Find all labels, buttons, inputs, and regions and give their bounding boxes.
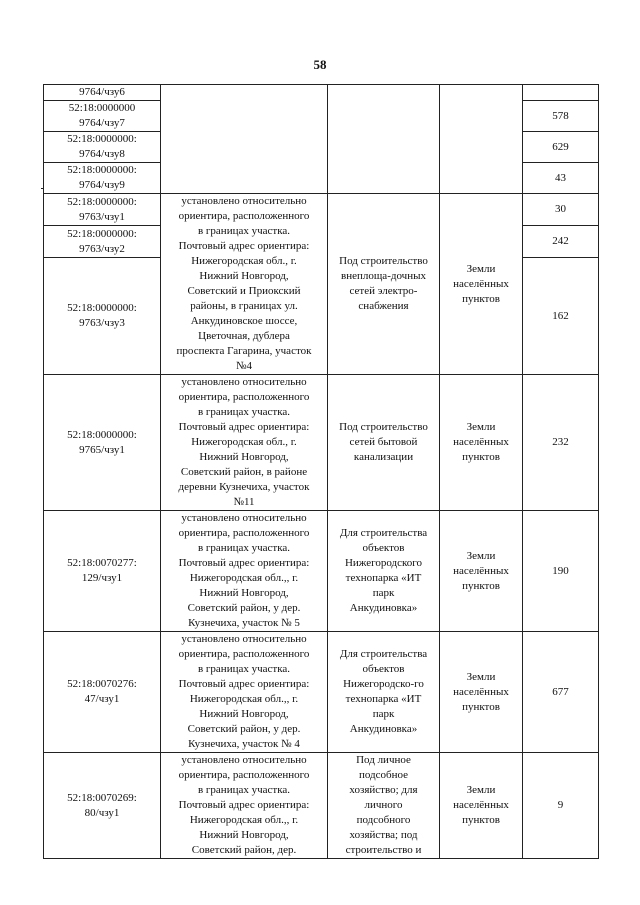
table-row [44,753,599,859]
table-row [44,632,599,753]
area-cell: 677 [523,632,599,753]
location-description: установлено относительно ориентира, расположенного в границах участка. Почтовый адрес ориентира: Нижегородская обл.,, г. Нижний Новгород, Советский район, дер. [161,753,328,859]
purpose-cell: Под строительство внеплоща-дочных сетей электро- снабжения [328,194,440,375]
category-cell [440,85,523,194]
area-cell: 232 [523,375,599,511]
land-category: Земли населённых пунктов [440,632,523,753]
page-number: 58 [313,57,327,72]
purpose-cell: Под личное подсобное хозяйство; для личного подсобного хозяйства; под строительство и [328,753,440,859]
table-row [44,511,599,632]
cadastral-number: 9764/чзу6 [44,85,161,101]
location-description: установлено относительно ориентира, расположенного в границах участка. Почтовый адрес ориентира: Нижегородская обл.,, г. Нижний Новгород, Советский район, у дер. Кузнечиха, участок № 4 [161,632,328,753]
land-category: Земли населённых пунктов [440,753,523,859]
cadastral-number: 52:18:0000000: 9765/чзу1 [44,375,161,511]
purpose-cell: Для строительства объектов Нижегородского технопарка «ИТ парк Анкудиновка» [328,511,440,632]
area-cell: 162 [523,258,599,375]
cadastral-number: 52:18:0000000 9764/чзу7 [44,101,161,132]
location-description: установлено относительно ориентира, расположенного в границах участка. Почтовый адрес ориентира: Нижегородская обл., г. Нижний Новгород, Советский и Приокский районы, в границах ул. Анкудиновское шоссе, Цветочная, дублера проспекта Гагарина, участок №4 [161,194,328,375]
cadastral-number: 52:18:0000000: 9763/чзу3 [44,258,161,375]
land-category: Земли населённых пунктов [440,511,523,632]
land-category: Земли населённых пунктов [440,194,523,375]
table-row [44,194,599,226]
cadastral-number: 52:18:0070269: 80/чзу1 [44,753,161,859]
location-description: установлено относительно ориентира, расположенного в границах участка. Почтовый адрес ориентира: Нижегородская обл.,, г. Нижний Новгород, Советский район, у дер. Кузнечиха, участок № 5 [161,511,328,632]
purpose-cell [328,85,440,194]
cadastral-number: 52:18:0000000: 9764/чзу9 [44,163,161,194]
area-cell: 43 [523,163,599,194]
cadastral-number: 52:18:0000000: 9763/чзу1 [44,194,161,226]
area-cell: 629 [523,132,599,163]
cadastral-number: 52:18:0070277: 129/чзу1 [44,511,161,632]
area-cell: 190 [523,511,599,632]
area-cell: 9 [523,753,599,859]
area-cell [523,85,599,101]
cadastral-number: 52:18:0000000: 9763/чзу2 [44,226,161,258]
cadastral-number: 52:18:0070276: 47/чзу1 [44,632,161,753]
table-row [44,375,599,511]
location-cell [161,85,328,194]
purpose-cell: Под строительство сетей бытовой канализации [328,375,440,511]
area-cell: 30 [523,194,599,226]
area-cell: 242 [523,226,599,258]
purpose-cell: Для строительства объектов Нижегородско-го технопарка «ИТ парк Анкудиновка» [328,632,440,753]
land-plots-table [43,84,599,859]
area-cell: 578 [523,101,599,132]
cadastral-number: 52:18:0000000: 9764/чзу8 [44,132,161,163]
table-row [44,85,599,101]
location-description: установлено относительно ориентира, расположенного в границах участка. Почтовый адрес ориентира: Нижегородская обл., г. Нижний Новгород, Советский район, в районе деревни Кузнечиха, участок №11 [161,375,328,511]
land-category: Земли населённых пунктов [440,375,523,511]
